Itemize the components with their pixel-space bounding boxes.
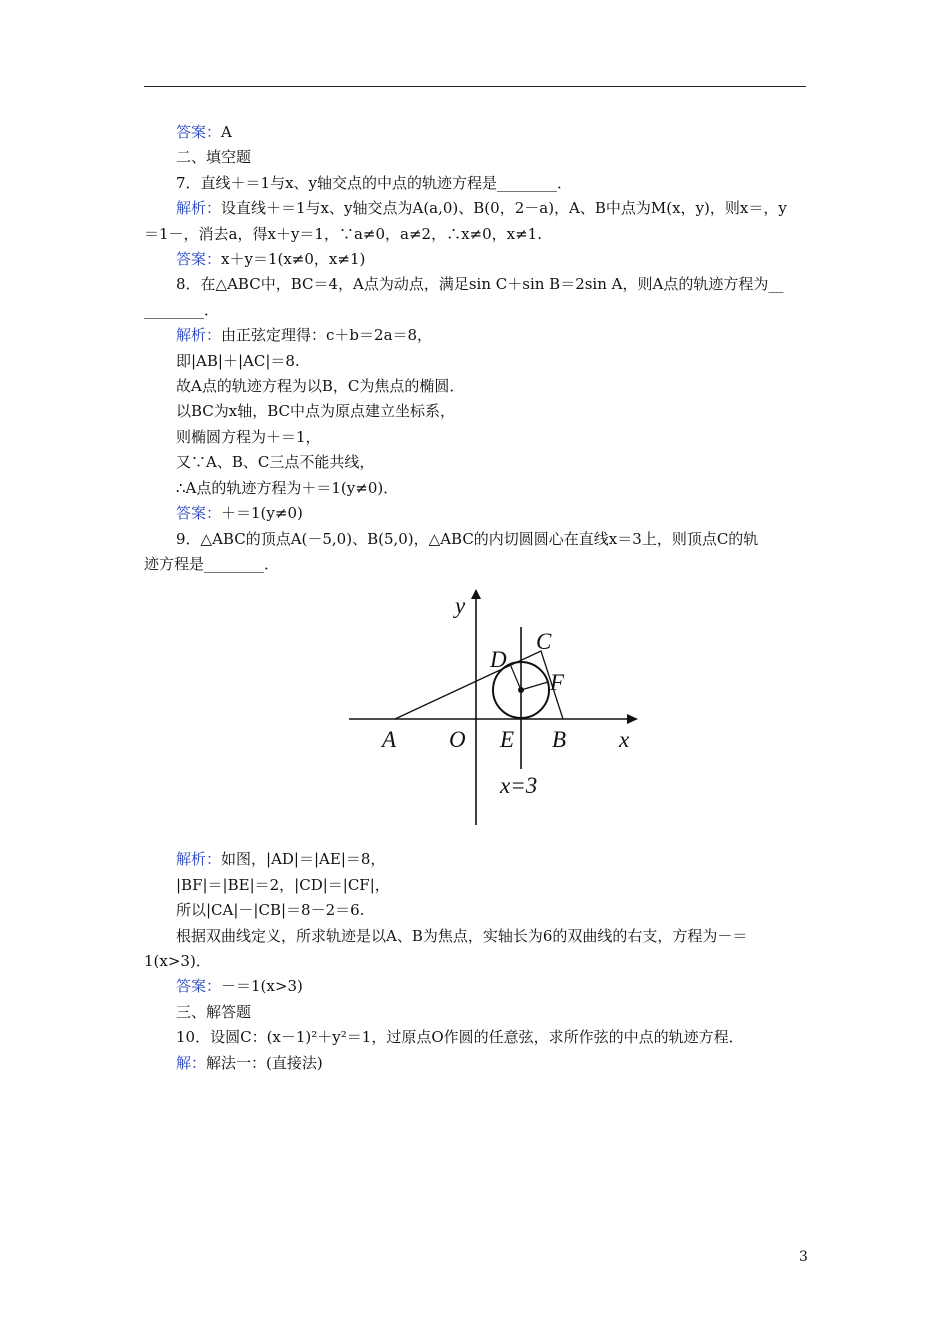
text-content: 又∵A、B、C三点不能共线， [176, 453, 375, 472]
text-line [144, 476, 808, 501]
document-body [144, 120, 808, 1076]
text-line [144, 847, 808, 872]
text-line [144, 501, 808, 526]
radius-to-d [510, 664, 521, 690]
text-line [144, 247, 808, 272]
text-content: 根据双曲线定义，所求轨迹是以A、B为焦点，实轴长为6的双曲线的右支，方程为－＝ [176, 926, 748, 945]
text-line: 迹方程是________． [144, 554, 280, 573]
label-line-x3: x=3 [500, 773, 538, 799]
answer-label: 答案： [176, 977, 222, 996]
label-f: F [550, 670, 565, 696]
text-line: ________． [144, 300, 220, 319]
text-content: 由正弦定理得：c＋b＝2a＝8， [221, 326, 433, 345]
text-content: |BF|＝|BE|＝2，|CD|＝|CF|， [176, 875, 390, 894]
text-line [144, 349, 808, 374]
incircle-diagram [349, 589, 639, 827]
text-line [144, 1051, 808, 1076]
solution-label: 解析： [176, 326, 222, 345]
text-content: 三、解答题 [176, 1002, 252, 1021]
solution-label: 解析： [176, 199, 222, 218]
text-content: ＋＝1(y≠0) [221, 504, 303, 523]
text-line [144, 1000, 808, 1025]
label-y: y [455, 593, 466, 619]
block-answer-9-question-10 [144, 974, 808, 1076]
block-solution-9 [144, 847, 808, 949]
label-d: D [490, 647, 507, 673]
label-o: O [449, 727, 466, 753]
block-question-8 [144, 247, 808, 298]
text-line [144, 399, 808, 424]
text-content: －＝1(x>3) [221, 977, 303, 996]
text-content: 7．直线＋＝1与x、y轴交点的中点的轨迹方程是________． [176, 173, 573, 192]
text-line: 1(x>3)． [144, 951, 211, 970]
text-content: 9．△ABC的顶点A(－5,0)、B(5,0)，△ABC的内切圆圆心在直线x＝3上，则顶点C的轨 [176, 529, 759, 548]
text-content: 故A点的轨迹方程为以B，C为焦点的椭圆． [176, 377, 465, 396]
incircle-figure [144, 589, 808, 827]
page-number: 3 [799, 1249, 808, 1265]
label-x: x [619, 727, 630, 753]
text-line [144, 924, 808, 949]
text-line [144, 450, 808, 475]
text-line [144, 196, 808, 221]
answer-label: 答案： [176, 123, 222, 141]
y-axis-arrow-icon [471, 589, 481, 599]
text-line [144, 120, 808, 145]
text-content: 如图，|AD|＝|AE|＝8， [221, 850, 386, 869]
text-content: 所以|CA|－|CB|＝8－2＝6. [176, 901, 365, 920]
text-content: x＋y＝1(x≠0，x≠1) [221, 250, 366, 269]
text-line [144, 425, 808, 450]
block-solution-8-question-9 [144, 323, 808, 552]
text-line [144, 145, 808, 170]
text-content: 二、填空题 [176, 148, 252, 167]
text-content: A [221, 123, 232, 141]
block-answers-6-7 [144, 120, 808, 222]
header-rule [144, 86, 806, 87]
text-content: 即|AB|＋|AC|＝8. [176, 351, 300, 370]
text-content: 设直线＋＝1与x、y轴交点为A(a,0)、B(0，2－a)，A、B中点为M(x，y)，则x＝，y [221, 199, 787, 218]
text-line [144, 527, 808, 552]
label-c: C [536, 629, 552, 655]
answer-label: 答案： [176, 250, 222, 269]
text-content: 则椭圆方程为＋＝1， [176, 427, 321, 446]
text-content: 8．在△ABC中，BC＝4，A点为动点，满足sin C＋sin B＝2sin A，则A点的轨迹方程为__ [176, 275, 784, 294]
text-content: 10．设圆C：(x－1)²＋y²＝1，过原点O作圆的任意弦，求所作弦的中点的轨迹方程． [176, 1028, 744, 1047]
text-line [144, 873, 808, 898]
text-line [144, 374, 808, 399]
label-b: B [552, 727, 567, 753]
text-line [144, 974, 808, 999]
answer-label: 答案： [176, 504, 222, 523]
text-content: 以BC为x轴，BC中点为原点建立坐标系， [176, 402, 456, 421]
text-line [144, 323, 808, 348]
text-line [144, 1025, 808, 1050]
text-line [144, 272, 808, 297]
solution-label: 解析： [176, 850, 222, 869]
x-axis-arrow-icon [627, 714, 638, 724]
radius-to-f [521, 682, 548, 690]
label-a: A [382, 727, 397, 753]
text-content: ∴A点的轨迹方程为＋＝1(y≠0)． [176, 478, 399, 497]
text-line: ＝1－，消去a，得x＋y＝1，∵a≠0，a≠2，∴x≠0，x≠1. [144, 224, 542, 243]
text-line [144, 898, 808, 923]
label-e: E [500, 727, 515, 753]
text-line [144, 171, 808, 196]
text-content: 解法一：(直接法) [206, 1053, 323, 1072]
solution-label: 解： [176, 1053, 207, 1072]
